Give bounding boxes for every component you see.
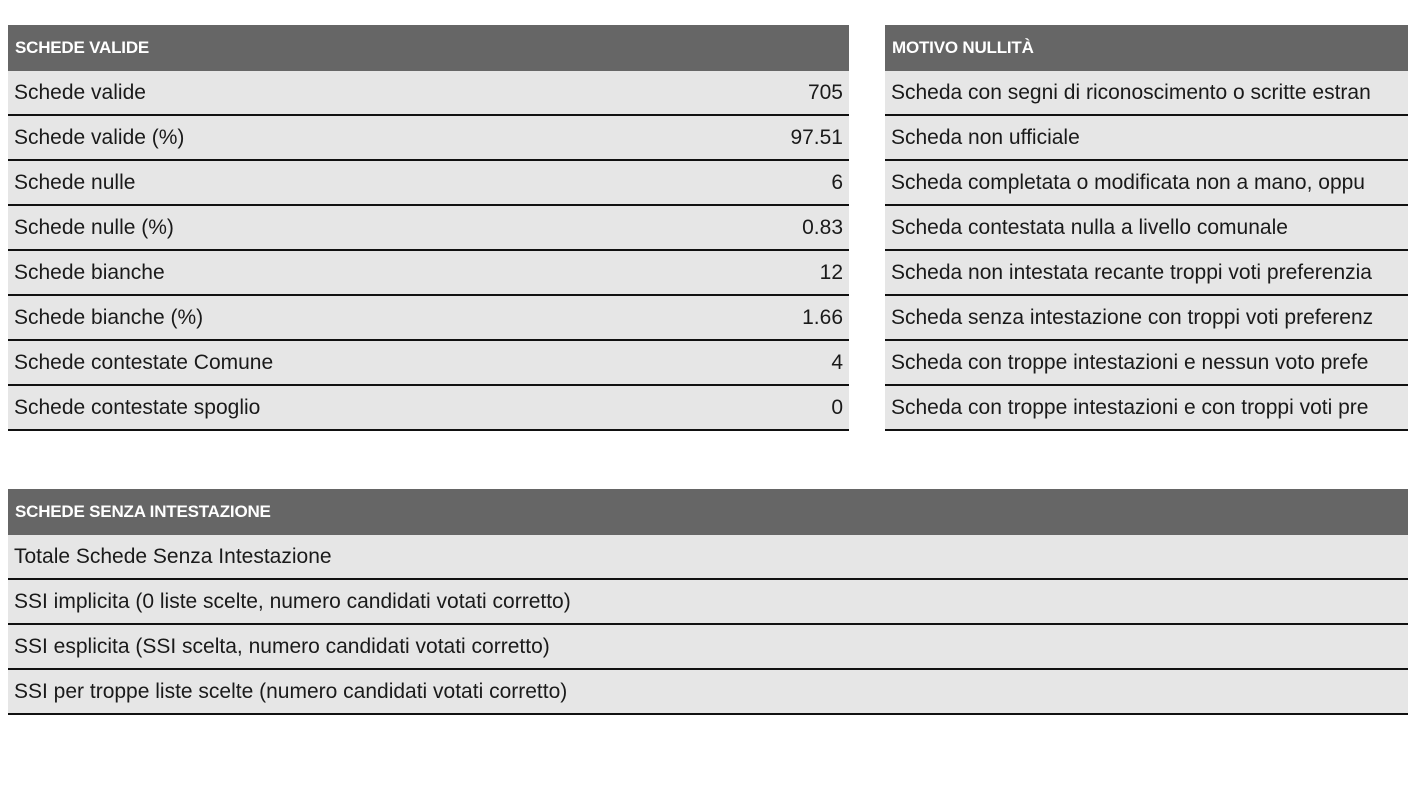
row-label: Scheda completata o modificata non a mano, oppu [885, 160, 1408, 205]
row-label: Scheda con segni di riconoscimento o scritte estran [885, 71, 1408, 115]
row-label: Schede nulle [8, 160, 709, 205]
table-row [8, 250, 849, 295]
row-value: 1.66 [709, 295, 849, 340]
row-value: 0.83 [709, 205, 849, 250]
row-label: Schede bianche (%) [8, 295, 709, 340]
table-row [885, 385, 1408, 430]
row-label: Scheda non ufficiale [885, 115, 1408, 160]
row-label: Schede nulle (%) [8, 205, 709, 250]
table-row [8, 535, 1408, 579]
row-value: 12 [709, 250, 849, 295]
row-label: Schede contestate spoglio [8, 385, 709, 430]
table-row [885, 71, 1408, 115]
table-header: MOTIVO NULLITÀ [885, 25, 1408, 71]
row-value: 705 [709, 71, 849, 115]
row-label: Totale Schede Senza Intestazione [8, 535, 1408, 579]
row-label: Schede contestate Comune [8, 340, 709, 385]
table-row [8, 71, 849, 115]
table-row [8, 205, 849, 250]
table-row [885, 250, 1408, 295]
row-value: 97.51 [709, 115, 849, 160]
table-row [8, 385, 849, 430]
row-label: Scheda non intestata recante troppi voti preferenzia [885, 250, 1408, 295]
table-row [885, 115, 1408, 160]
table-header-row [885, 25, 1408, 71]
row-label: Scheda contestata nulla a livello comunale [885, 205, 1408, 250]
table-row [8, 160, 849, 205]
row-label: Scheda con troppe intestazioni e nessun voto prefe [885, 340, 1408, 385]
schede-valide-table [8, 25, 849, 431]
row-label: Schede valide (%) [8, 115, 709, 160]
row-value: 0 [709, 385, 849, 430]
schede-senza-intestazione-table [8, 489, 1408, 715]
table-header: SCHEDE SENZA INTESTAZIONE [8, 489, 1408, 535]
table-header-row [8, 489, 1408, 535]
row-label: SSI implicita (0 liste scelte, numero candidati votati corretto) [8, 579, 1408, 624]
row-label: SSI per troppe liste scelte (numero candidati votati corretto) [8, 669, 1408, 714]
row-value: 4 [709, 340, 849, 385]
row-label: SSI esplicita (SSI scelta, numero candidati votati corretto) [8, 624, 1408, 669]
table-header: SCHEDE VALIDE [8, 25, 849, 71]
row-label: Scheda senza intestazione con troppi voti preferenz [885, 295, 1408, 340]
table-row [8, 624, 1408, 669]
table-row [885, 160, 1408, 205]
table-header-row [8, 25, 849, 71]
motivo-nullita-table [885, 25, 1408, 431]
table-row [8, 115, 849, 160]
row-label: Schede valide [8, 71, 709, 115]
row-value: 6 [709, 160, 849, 205]
table-row [8, 295, 849, 340]
table-row [885, 340, 1408, 385]
table-row [8, 579, 1408, 624]
row-label: Scheda con troppe intestazioni e con troppi voti pre [885, 385, 1408, 430]
table-row [885, 295, 1408, 340]
table-row [8, 340, 849, 385]
table-row [885, 205, 1408, 250]
table-row [8, 669, 1408, 714]
row-label: Schede bianche [8, 250, 709, 295]
